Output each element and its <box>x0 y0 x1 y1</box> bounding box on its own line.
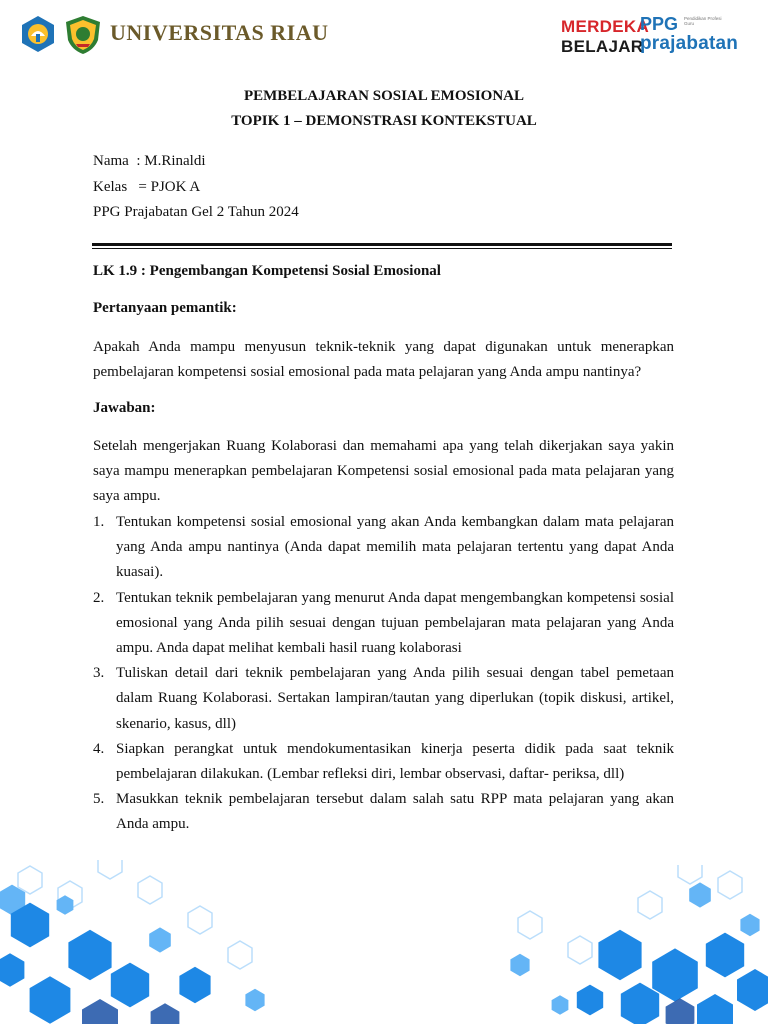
hexagon-decoration-left <box>0 860 290 1024</box>
list-number: 2. <box>93 589 105 606</box>
steps-list <box>93 510 674 838</box>
list-number: 1. <box>93 514 105 530</box>
list-number: 4. <box>93 740 105 757</box>
unri-emblem-icon <box>62 14 104 56</box>
jawaban-heading: Jawaban: <box>93 400 156 416</box>
university-name: UNIVERSITAS RIAU <box>110 20 329 45</box>
document-subtitle: TOPIK 1 – DEMONSTRASI KONTEKSTUAL <box>231 113 537 129</box>
pemantik-heading: Pertanyaan pemantik: <box>93 300 237 316</box>
list-item <box>93 737 674 787</box>
list-text: Tentukan kompetensi sosial emosional yang akan Anda kembangkan dalam mata pelajaran yang Anda ampu nantinya (Anda dapat memilih mata pelajaran tertentu yang dapat Anda kuasai). <box>116 514 674 581</box>
document-title: PEMBELAJARAN SOSIAL EMOSIONAL <box>243 88 525 104</box>
answer-paragraph: Setelah mengerjakan Ruang Kolaborasi dan memahami apa yang telah dikerjakan saya yakin saya mampu menerapkan pembelajaran Kompetensi sosial emosional pada mata pelajaran yang saya ampu. <box>93 438 674 504</box>
page-header <box>0 0 768 70</box>
list-number: 5. <box>93 791 105 808</box>
lk-heading: LK 1.9 : Pengembangan Kompetensi Sosial Emosional <box>93 263 441 279</box>
divider-thin <box>92 248 672 249</box>
belajar-text: BELAJAR <box>561 37 644 56</box>
merdeka-belajar-logo <box>561 17 650 57</box>
divider-thick <box>92 243 672 246</box>
list-number: 3. <box>93 665 105 682</box>
merdeka-text: MERDEKA <box>561 17 650 36</box>
list-text: Tentukan teknik pembelajaran yang menurut Anda dapat mengembangkan kompetensi sosial emosional yang Anda pilih sesuai dengan tujuan pembelajaran mata pelajaran yang Anda ampu. Anda dapat melihat kembali hasil ruang kolaborasi <box>116 589 674 657</box>
prajabatan-text: prajabatan <box>640 33 739 54</box>
ppg-line: PPG Prajabatan Gel 2 Tahun 2024 <box>93 204 299 220</box>
class-line: Kelas = PJOK A <box>93 178 201 195</box>
tut-wuri-logo-icon <box>18 14 58 54</box>
ppg-prajabatan-logo <box>640 14 755 59</box>
ppg-subtext: Pendidikan Profesi Guru <box>684 16 722 26</box>
list-item <box>93 510 674 586</box>
identity-block <box>93 149 299 226</box>
hexagon-decoration-right <box>500 865 768 1024</box>
list-text: Tuliskan detail dari teknik pembelajaran yang Anda pilih sesuai dengan tabel pemetaan dalam Ruang Kolaborasi. Sertakan lampiran/tautan yang diperlukan (topik diskusi, artikel, skenario, kasus, dll) <box>116 665 674 732</box>
list-text: Masukkan teknik pembelajaran tersebut dalam salah satu RPP mata pelajaran yang akan Anda ampu. <box>116 791 674 833</box>
list-text: Siapkan perangkat untuk mendokumentasikan kinerja peserta didik pada saat teknik pembelajaran dilakukan. (Lembar refleksi diri, lembar observasi, daftar- periksa, dll) <box>116 740 674 783</box>
ppg-text: PPG <box>640 14 679 34</box>
list-item <box>93 586 674 662</box>
list-item <box>93 661 674 737</box>
list-item <box>93 787 674 837</box>
question-paragraph: Apakah Anda mampu menyusun teknik-teknik yang dapat digunakan untuk menerapkan pembelajaran kompetensi sosial emosional pada mata pelajaran yang Anda ampu nantinya? <box>93 339 674 380</box>
name-line: Nama : M.Rinaldi <box>93 153 206 169</box>
